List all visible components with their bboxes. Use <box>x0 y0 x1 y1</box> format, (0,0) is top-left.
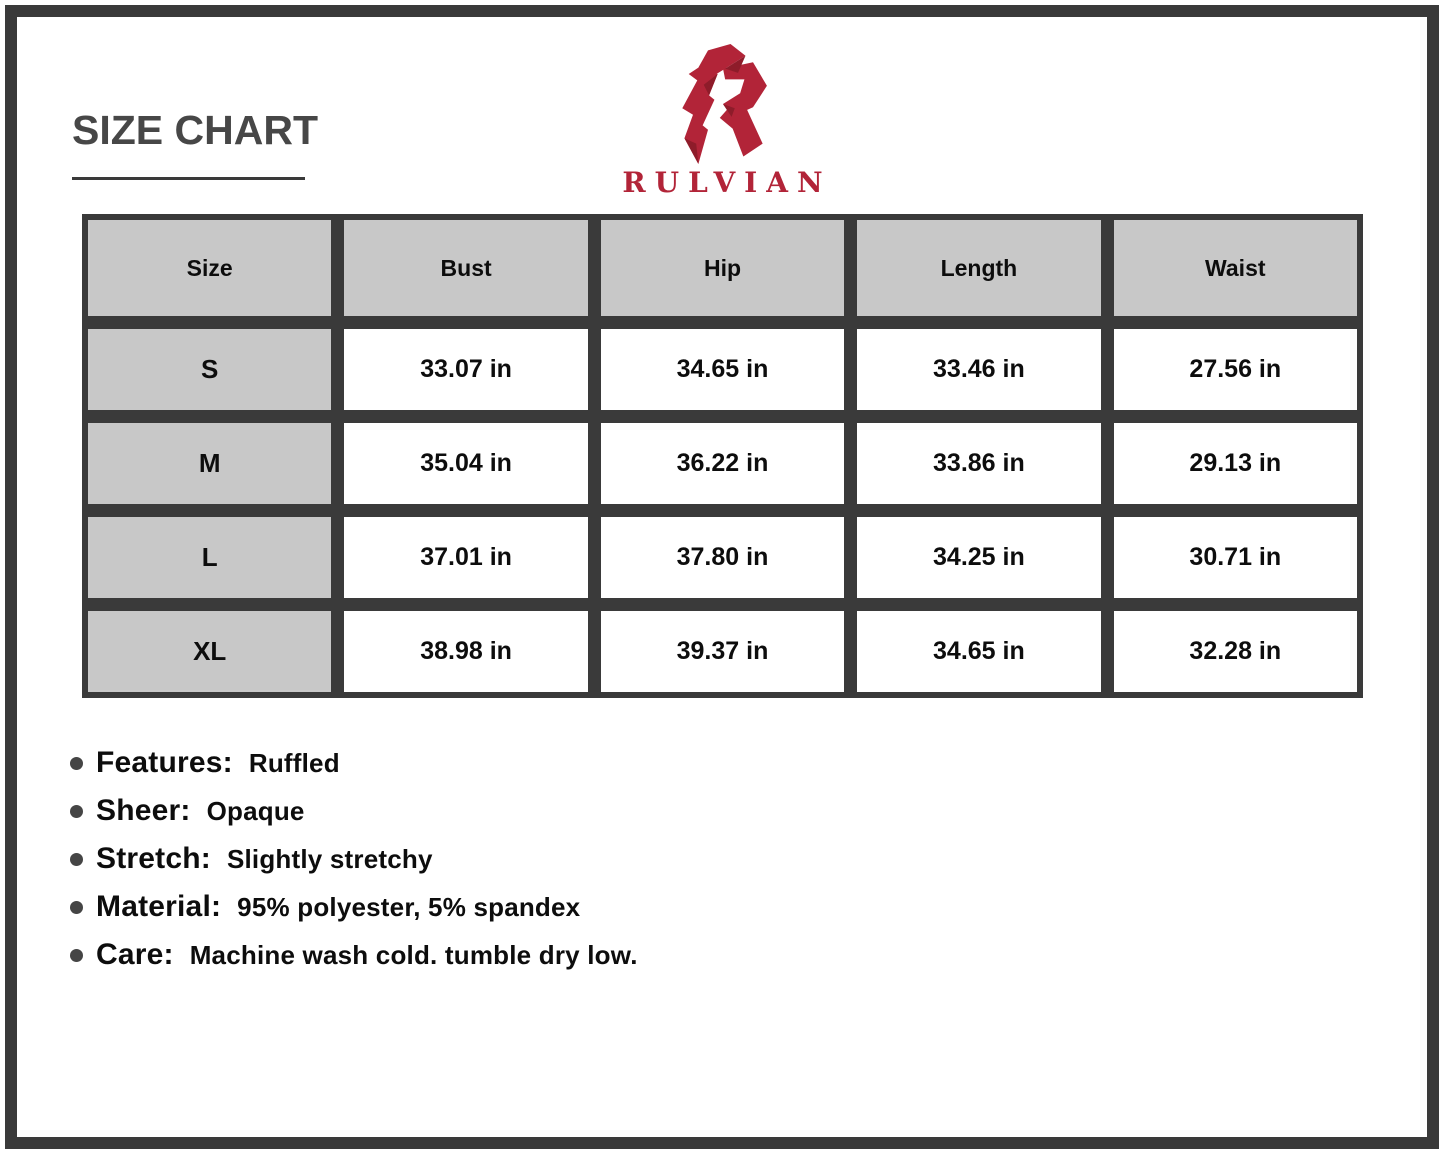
list-item-care <box>70 938 638 972</box>
spec-value: Slightly stretchy <box>226 843 433 874</box>
size-chart-table <box>82 214 1363 698</box>
measurement-cell-l-bust: 37.01 in <box>344 517 587 598</box>
column-header-hip: Hip <box>601 220 844 316</box>
bullet-icon <box>70 805 83 818</box>
measurement-cell-s-hip: 34.65 in <box>601 329 844 410</box>
measurement-cell-l-length: 34.25 in <box>857 517 1100 598</box>
column-header-bust: Bust <box>344 220 587 316</box>
spec-label: Features: <box>96 746 233 779</box>
measurement-cell-m-waist: 29.13 in <box>1114 423 1357 504</box>
list-item-features <box>70 746 638 780</box>
spec-label: Sheer: <box>96 794 191 827</box>
spec-value: Ruffled <box>248 747 340 778</box>
brand-logo <box>0 44 1445 199</box>
size-cell-xl: XL <box>88 611 331 692</box>
brand-name: RULVIAN <box>622 166 832 199</box>
spec-label: Care: <box>96 938 174 971</box>
measurement-cell-l-waist: 30.71 in <box>1114 517 1357 598</box>
measurement-cell-m-length: 33.86 in <box>857 423 1100 504</box>
list-item-material <box>70 890 638 924</box>
product-spec-list <box>70 746 638 986</box>
list-item-sheer <box>70 794 638 828</box>
spec-value: Machine wash cold. tumble dry low. <box>189 939 638 970</box>
measurement-cell-xl-waist: 32.28 in <box>1114 611 1357 692</box>
rulvian-r-logo-icon <box>664 44 782 164</box>
column-header-length: Length <box>857 220 1100 316</box>
spec-value: Opaque <box>206 795 305 826</box>
measurement-cell-xl-length: 34.65 in <box>857 611 1100 692</box>
measurement-cell-s-bust: 33.07 in <box>344 329 587 410</box>
measurement-cell-xl-hip: 39.37 in <box>601 611 844 692</box>
measurement-cell-s-waist: 27.56 in <box>1114 329 1357 410</box>
column-header-size: Size <box>88 220 331 316</box>
list-item-stretch <box>70 842 638 876</box>
spec-value: 95% polyester, 5% spandex <box>237 891 581 922</box>
page-title: SIZE CHART <box>72 107 318 153</box>
size-cell-s: S <box>88 329 331 410</box>
measurement-cell-xl-bust: 38.98 in <box>344 611 587 692</box>
measurement-cell-m-hip: 36.22 in <box>601 423 844 504</box>
bullet-icon <box>70 757 83 770</box>
size-cell-m: M <box>88 423 331 504</box>
bullet-icon <box>70 901 83 914</box>
spec-label: Material: <box>96 890 222 923</box>
size-cell-l: L <box>88 517 331 598</box>
measurement-cell-l-hip: 37.80 in <box>601 517 844 598</box>
measurement-cell-m-bust: 35.04 in <box>344 423 587 504</box>
bullet-icon <box>70 853 83 866</box>
spec-label: Stretch: <box>96 842 211 875</box>
column-header-waist: Waist <box>1114 220 1357 316</box>
bullet-icon <box>70 949 83 962</box>
measurement-cell-s-length: 33.46 in <box>857 329 1100 410</box>
